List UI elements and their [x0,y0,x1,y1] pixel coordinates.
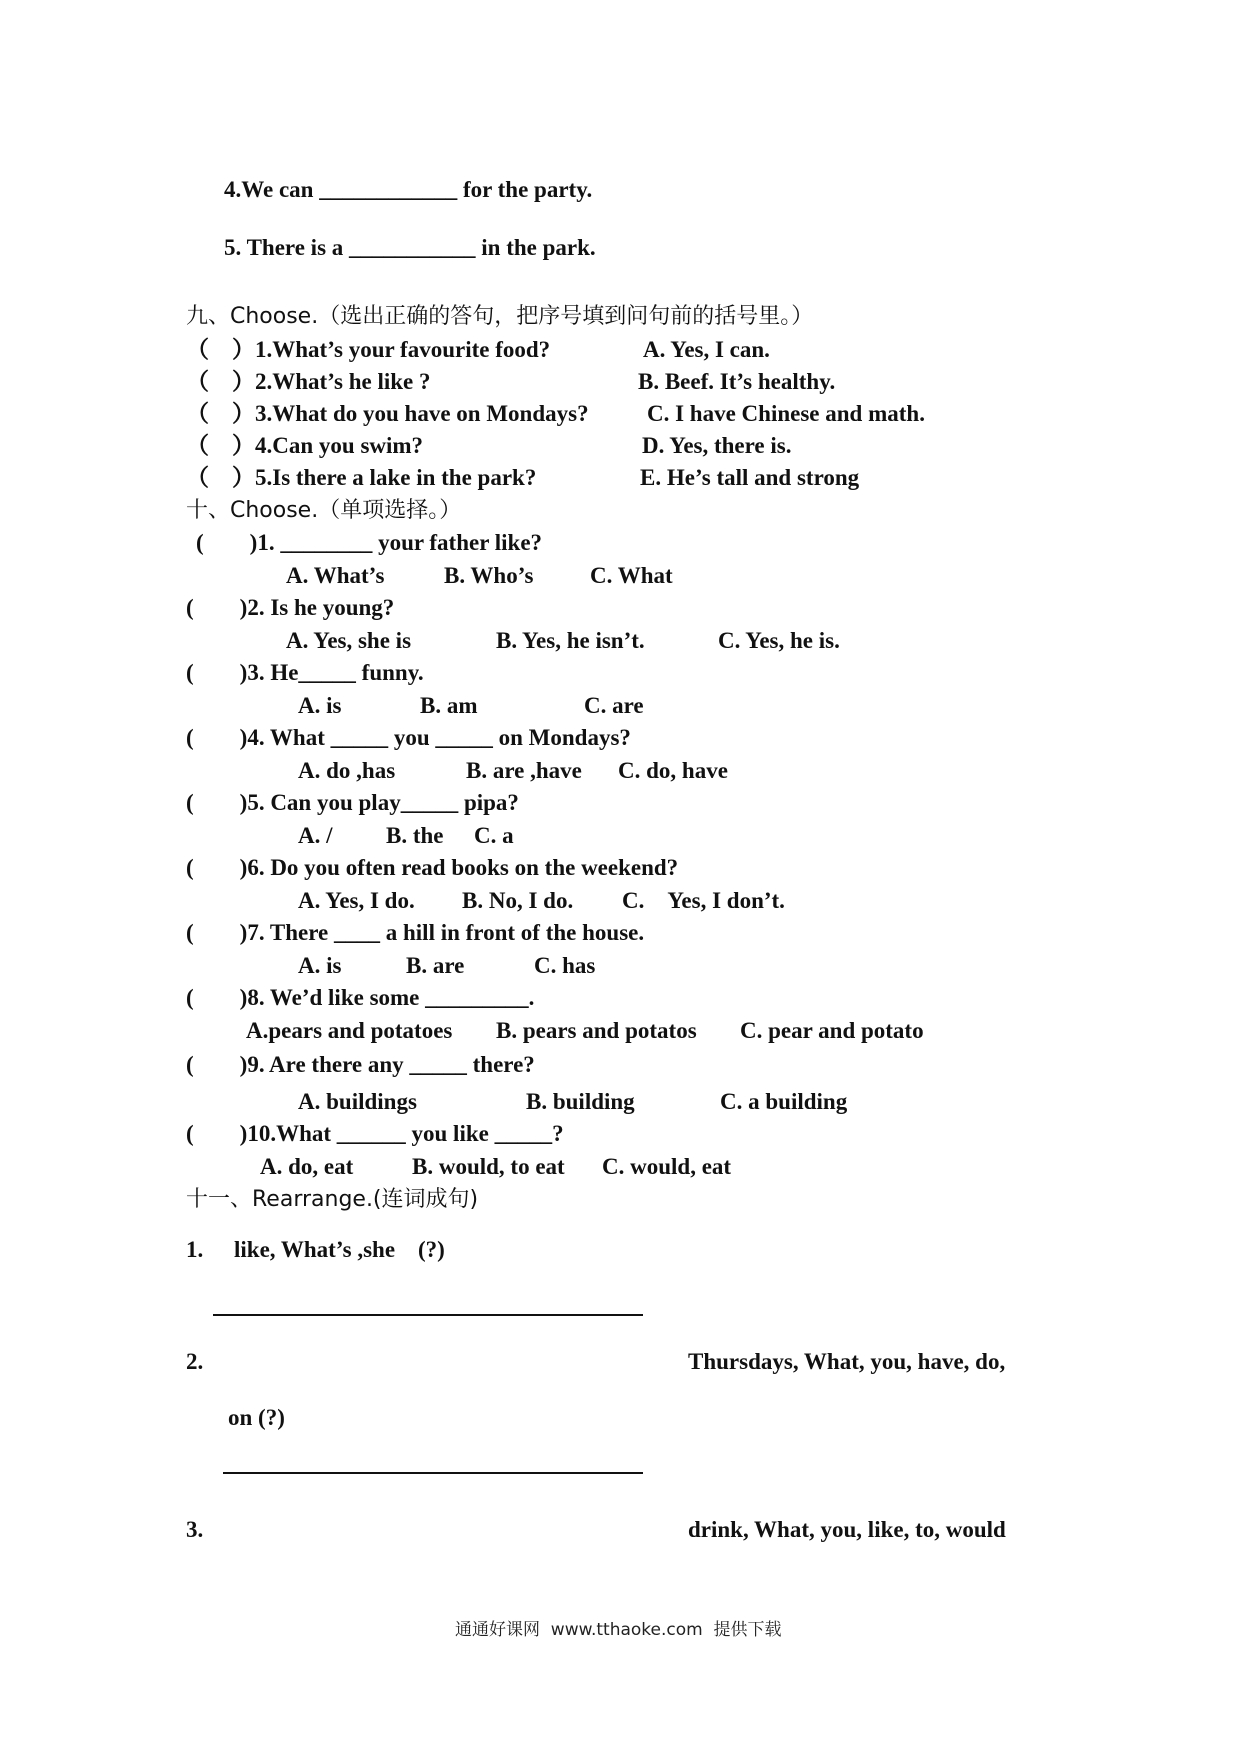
section-10-heading [186,498,461,522]
rearrange-3-words: drink, What, you, like, to, would [688,1517,1006,1542]
section-10-question-5: ( )5. Can you play_____ pipa? [186,790,519,815]
section-10-q1-option-c: C. What [590,563,673,588]
section-10-q10-option-b: B. would, to eat [412,1154,565,1179]
section-10-question-8: ( )8. We’d like some _________. [186,985,535,1010]
section-9-question-1: （ ）1.What’s your favourite food? [186,337,551,362]
section-9-heading [186,304,813,328]
section-10-q1-option-b: B. Who’s [444,563,534,588]
section-10-q8-option-c: C. pear and potato [740,1018,924,1043]
section-10-q6-option-c: C. Yes, I don’t. [622,888,785,913]
section-10-question-2: ( )2. Is he young? [186,595,395,620]
rearrange-2-words: Thursdays, What, you, have, do, [688,1349,1006,1374]
section-10-q5-option-a: A. / [298,823,333,848]
section-10-q3-option-b: B. am [420,693,478,718]
fill-in-question-5: 5. There is a ___________ in the park. [224,235,596,260]
section-10-question-7: ( )7. There ____ a hill in front of the house. [186,920,645,945]
section-9-question-2: （ ）2.What’s he like ? [186,369,431,394]
section-9-question-4: （ ）4.Can you swim? [186,433,424,458]
section-10-q7-option-a: A. is [298,953,342,978]
section-10-q2-option-a: A. Yes, she is [286,628,412,653]
section-9-answer-c: C. I have Chinese and math. [647,401,925,426]
section-9-heading-text: 九、Choose.（选出正确的答句，把序号填到问句前的括号里。） [186,304,814,329]
rearrange-2-number: 2. [186,1349,204,1374]
section-10-q3-option-c: C. are [584,693,644,718]
section-10-q7-option-b: B. are [406,953,465,978]
section-10-q3-option-a: A. is [298,693,342,718]
section-9-answer-a: A. Yes, I can. [643,337,770,362]
section-10-q6-option-b: B. No, I do. [462,888,574,913]
section-10-q9-option-c: C. a building [720,1089,848,1114]
section-10-q5-option-b: B. the [386,823,444,848]
rearrange-3-number: 3. [186,1517,204,1542]
section-10-q9-option-b: B. building [526,1089,635,1114]
section-10-question-3: ( )3. He_____ funny. [186,660,424,685]
fill-in-question-4: 4.We can ____________ for the party. [224,177,593,202]
section-10-q4-option-a: A. do ,has [298,758,396,783]
rearrange-2-words-continued: on (?) [228,1405,285,1430]
section-10-question-10: ( )10.What ______ you like _____? [186,1121,564,1146]
section-10-q2-option-c: C. Yes, he is. [718,628,840,653]
section-10-q6-option-a: A. Yes, I do. [298,888,415,913]
rearrange-1-answer-line[interactable] [213,1314,643,1316]
section-11-heading [186,1187,478,1211]
section-10-q8-option-a: A.pears and potatoes [246,1018,453,1043]
section-10-q9-option-a: A. buildings [298,1089,417,1114]
section-10-q4-option-c: C. do, have [618,758,728,783]
section-9-answer-e: E. He’s tall and strong [640,465,860,490]
section-11-heading-text: 十一、Rearrange.(连词成句) [186,1187,479,1212]
section-10-q1-option-a: A. What’s [286,563,385,588]
section-10-question-9: ( )9. Are there any _____ there? [186,1052,535,1077]
section-9-question-3: （ ）3.What do you have on Mondays? [186,401,589,426]
section-9-question-5: （ ）5.Is there a lake in the park? [186,465,537,490]
section-10-q7-option-c: C. has [534,953,596,978]
section-9-answer-b: B. Beef. It’s healthy. [638,369,836,394]
download-footer: 通通好课网 www.tthaoke.com 提供下载 [455,1620,782,1640]
section-9-answer-d: D. Yes, there is. [642,433,792,458]
section-10-question-6: ( )6. Do you often read books on the weekend? [186,855,679,880]
section-10-q5-option-c: C. a [474,823,514,848]
section-10-q10-option-a: A. do, eat [260,1154,354,1179]
rearrange-1-number: 1. [186,1237,204,1262]
rearrange-1-words: like, What’s ,she (?) [234,1237,445,1262]
section-10-q4-option-b: B. are ,have [466,758,582,783]
section-10-heading-text: 十、Choose.（单项选择。） [186,498,462,523]
section-10-q8-option-b: B. pears and potatos [496,1018,697,1043]
section-10-q2-option-b: B. Yes, he isn’t. [496,628,645,653]
section-10-question-1: ( )1. ________ your father like? [196,530,543,555]
section-10-q10-option-c: C. would, eat [602,1154,732,1179]
section-10-question-4: ( )4. What _____ you _____ on Mondays? [186,725,631,750]
rearrange-2-answer-line[interactable] [223,1472,643,1474]
